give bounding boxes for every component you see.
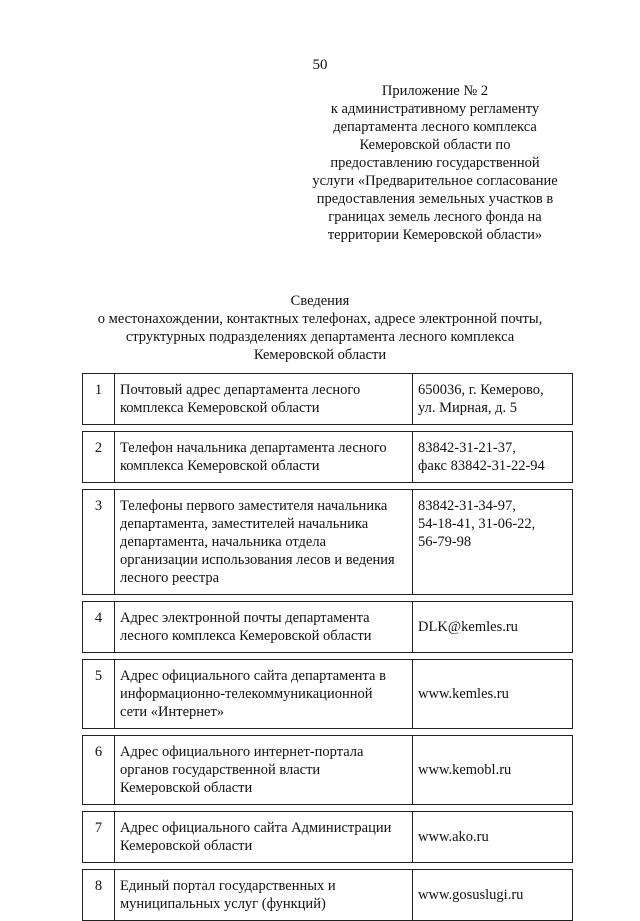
row-number: 5 [83,660,115,729]
row-label-line: лесного комплекса Кемеровской области [120,628,372,644]
row-value-line: 56-79-98 [418,534,472,550]
row-label-line: Адрес официального сайта Администрации [120,820,392,836]
row-value-line: 54-18-41, 31-06-22, [418,516,536,532]
row-number: 8 [83,870,115,921]
row-value [413,660,573,729]
table-row [83,602,573,653]
row-value-line: www.kemles.ru [418,686,509,702]
row-value [413,374,573,425]
appendix-line: территории Кемеровской области» [327,227,543,243]
row-gap [83,863,573,870]
info-table-body [83,374,573,921]
appendix-header [300,82,570,244]
row-number: 6 [83,736,115,805]
row-label [115,490,413,595]
row-separator [83,425,573,432]
appendix-line: Приложение № 2 [381,83,489,99]
row-separator [83,653,573,660]
row-label [115,374,413,425]
title-heading: Сведения [290,293,350,309]
row-number: 2 [83,432,115,483]
row-label [115,660,413,729]
appendix-line: предоставлению государственной [330,155,540,171]
row-value-line: www.kemobl.ru [418,762,512,778]
row-label-line: органов государственной власти [120,762,321,778]
row-gap [83,653,573,660]
row-gap [83,483,573,490]
row-label-line: лесного реестра [120,570,220,586]
row-number: 1 [83,374,115,425]
row-label [115,602,413,653]
row-label-line: Кемеровской области [120,780,253,796]
row-separator [83,483,573,490]
table-row [83,736,573,805]
row-gap [83,805,573,812]
table-row [83,432,573,483]
row-value [413,432,573,483]
page-number: 50 [312,57,328,73]
row-value-line: факс 83842-31-22-94 [418,458,545,474]
table-row [83,490,573,595]
row-label [115,736,413,805]
title-line: о местонахождении, контактных телефонах, адресе электронной почты, [97,311,543,327]
table-row [83,812,573,863]
row-separator [83,863,573,870]
row-label-line: комплекса Кемеровской области [120,400,320,416]
row-value [413,812,573,863]
row-number: 7 [83,812,115,863]
row-separator [83,729,573,736]
row-value-line: ул. Мирная, д. 5 [418,400,517,416]
info-table [82,373,573,921]
row-label [115,432,413,483]
appendix-line: Кемеровской области по [359,137,511,153]
row-label-line: Адрес официального сайта департамента в [120,668,386,684]
row-separator [83,805,573,812]
appendix-line: услуги «Предварительное согласование [312,173,558,189]
row-label-line: организации использования лесов и ведения [120,552,395,568]
appendix-line: границах земель лесного фонда на [328,209,542,225]
row-gap [83,425,573,432]
appendix-line: департамента лесного комплекса [333,119,537,135]
row-number: 4 [83,602,115,653]
row-value [413,736,573,805]
row-gap [83,729,573,736]
row-value [413,870,573,921]
row-number: 3 [83,490,115,595]
table-row [83,660,573,729]
table-row [83,870,573,921]
row-value-line: www.gosuslugi.ru [418,887,524,903]
row-label-line: департамента, начальника отдела [120,534,327,550]
row-label [115,812,413,863]
row-value [413,602,573,653]
row-label-line: муниципальных услуг (функций) [120,896,326,912]
table-row [83,374,573,425]
title-line: Кемеровской области [253,347,387,363]
row-label-line: комплекса Кемеровской области [120,458,320,474]
row-label-line: сети «Интернет» [120,704,225,720]
row-separator [83,595,573,602]
row-value-line: 83842-31-34-97, [418,498,516,514]
appendix-line: к административному регламенту [330,101,540,117]
row-label-line: информационно-телекоммуникационной [120,686,373,702]
row-value-line: 83842-31-21-37, [418,440,516,456]
row-label-line: Единый портал государственных и [120,878,336,894]
row-value-line: 650036, г. Кемерово, [418,382,544,398]
row-gap [83,595,573,602]
row-label-line: Адрес электронной почты департамента [120,610,370,626]
row-label-line: Телефон начальника департамента лесного [120,440,387,456]
row-label-line: Почтовый адрес департамента лесного [120,382,361,398]
row-label [115,870,413,921]
row-label-line: Кемеровской области [120,838,253,854]
row-label-line: Телефоны первого заместителя начальника [120,498,388,514]
document-title [0,292,640,364]
row-value [413,490,573,595]
row-label-line: Адрес официального интернет-портала [120,744,364,760]
row-label-line: департамента, заместителей начальника [120,516,369,532]
appendix-line: предоставления земельных участков в [316,191,554,207]
row-value-line: DLK@kemles.ru [418,619,518,635]
title-line: структурных подразделениях департамента лесного комплекса [125,329,515,345]
row-value-line: www.ako.ru [418,829,489,845]
